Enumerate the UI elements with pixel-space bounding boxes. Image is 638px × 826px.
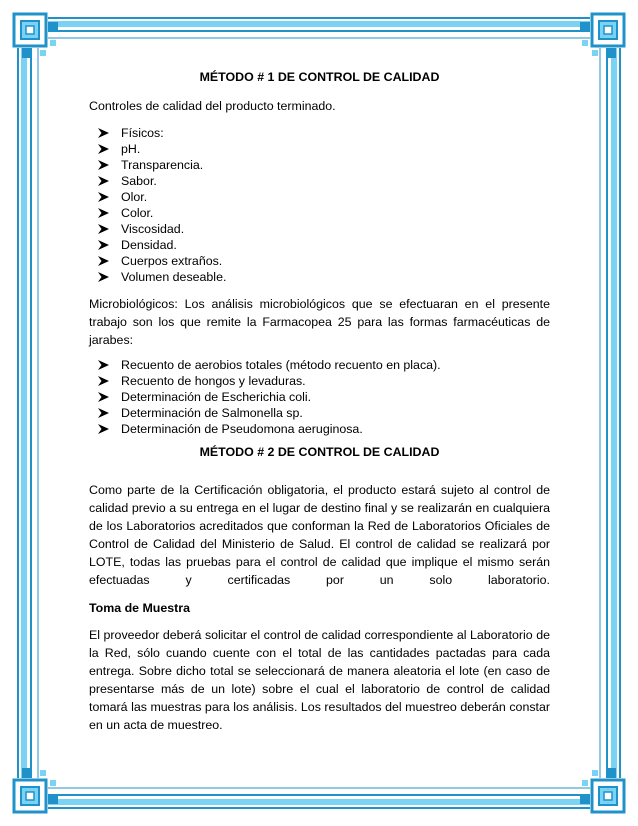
list-item [98, 253, 550, 269]
section2-title: MÉTODO # 2 DE CONTROL DE CALIDAD [199, 445, 440, 459]
list-item [98, 389, 550, 405]
section1-title: MÉTODO # 1 DE CONTROL DE CALIDAD [199, 70, 440, 84]
list-item [98, 173, 550, 189]
arrow-bullet-icon [98, 240, 109, 250]
arrow-bullet-icon [98, 224, 109, 234]
list-item-text: Transparencia. [121, 158, 204, 172]
arrow-bullet-icon [98, 256, 109, 266]
micro-tests-list [89, 357, 550, 437]
list-item [98, 189, 550, 205]
section2-paragraph: Como parte de la Certificación obligatoria, el producto estará sujeto al control de calidad previo a su entrega en el lugar de destino final y se realizarán en cualquiera de los Laboratorios acreditados que conforman la Red de Laboratorios Oficiales de Control de Calidad del Ministerio de Salud. El control de calidad se realizará por LOTE, todas las pruebas para el control de calidad que implique el mismo serán efectuadas y certificadas por un solo laboratorio. [89, 483, 550, 587]
list-item [98, 373, 550, 389]
document-body [89, 68, 550, 734]
list-item-text: Determinación de Escherichia coli. [121, 390, 312, 404]
sample-heading: Toma de Muestra [89, 601, 190, 615]
list-item-text: Recuento de hongos y levaduras. [121, 374, 306, 388]
sample-paragraph: El proveedor deberá solicitar el control de calidad correspondiente al Laboratorio de la Red, sólo cuando cuente con el total de las cantidades pactadas para cada entrega. Sobre dicho total se seleccionará de manera aleatoria el lote (en caso de presentarse más de un lote) sobre el cual el laboratorio de control de calidad tomará las muestras para los análisis. Los resultados del muestreo deberán constar en un acta de muestreo. [89, 628, 550, 732]
arrow-bullet-icon [98, 128, 109, 138]
list-item-text: Olor. [121, 190, 148, 204]
list-item-text: Determinación de Pseudomona aeruginosa. [121, 422, 363, 436]
list-item-text: Color. [121, 206, 154, 220]
list-item [98, 421, 550, 437]
list-item [98, 405, 550, 421]
list-item [98, 269, 550, 285]
arrow-bullet-icon [98, 424, 109, 434]
list-item-text: Volumen deseable. [121, 270, 227, 284]
list-item [98, 221, 550, 237]
arrow-bullet-icon [98, 392, 109, 402]
arrow-bullet-icon [98, 176, 109, 186]
arrow-bullet-icon [98, 376, 109, 386]
physical-controls-list [89, 125, 550, 285]
arrow-bullet-icon [98, 408, 109, 418]
list-item-text: Recuento de aerobios totales (método recuento en placa). [121, 358, 441, 372]
arrow-bullet-icon [98, 192, 109, 202]
list-item-text: pH. [121, 142, 141, 156]
list-item [98, 157, 550, 173]
list-item-text: Densidad. [121, 238, 177, 252]
list-item [98, 237, 550, 253]
arrow-bullet-icon [98, 160, 109, 170]
list-item-text: Determinación de Salmonella sp. [121, 406, 303, 420]
list-item-text: Viscosidad. [121, 222, 185, 236]
micro-paragraph: Microbiológicos: Los análisis microbiológicos que se efectuaran en el presente trabajo son los que remite la Farmacopea 25 para las formas farmacéuticas de jarabes: [89, 297, 550, 347]
arrow-bullet-icon [98, 208, 109, 218]
list-item [98, 205, 550, 221]
section1-intro: Controles de calidad del producto terminado. [89, 99, 336, 113]
list-item-text: Sabor. [121, 174, 157, 188]
list-item-text: Cuerpos extraños. [121, 254, 223, 268]
arrow-bullet-icon [98, 144, 109, 154]
arrow-bullet-icon [98, 272, 109, 282]
list-item [98, 357, 550, 373]
list-item [98, 141, 550, 157]
list-item-text: Físicos: [121, 126, 164, 140]
arrow-bullet-icon [98, 360, 109, 370]
list-item [98, 125, 550, 141]
